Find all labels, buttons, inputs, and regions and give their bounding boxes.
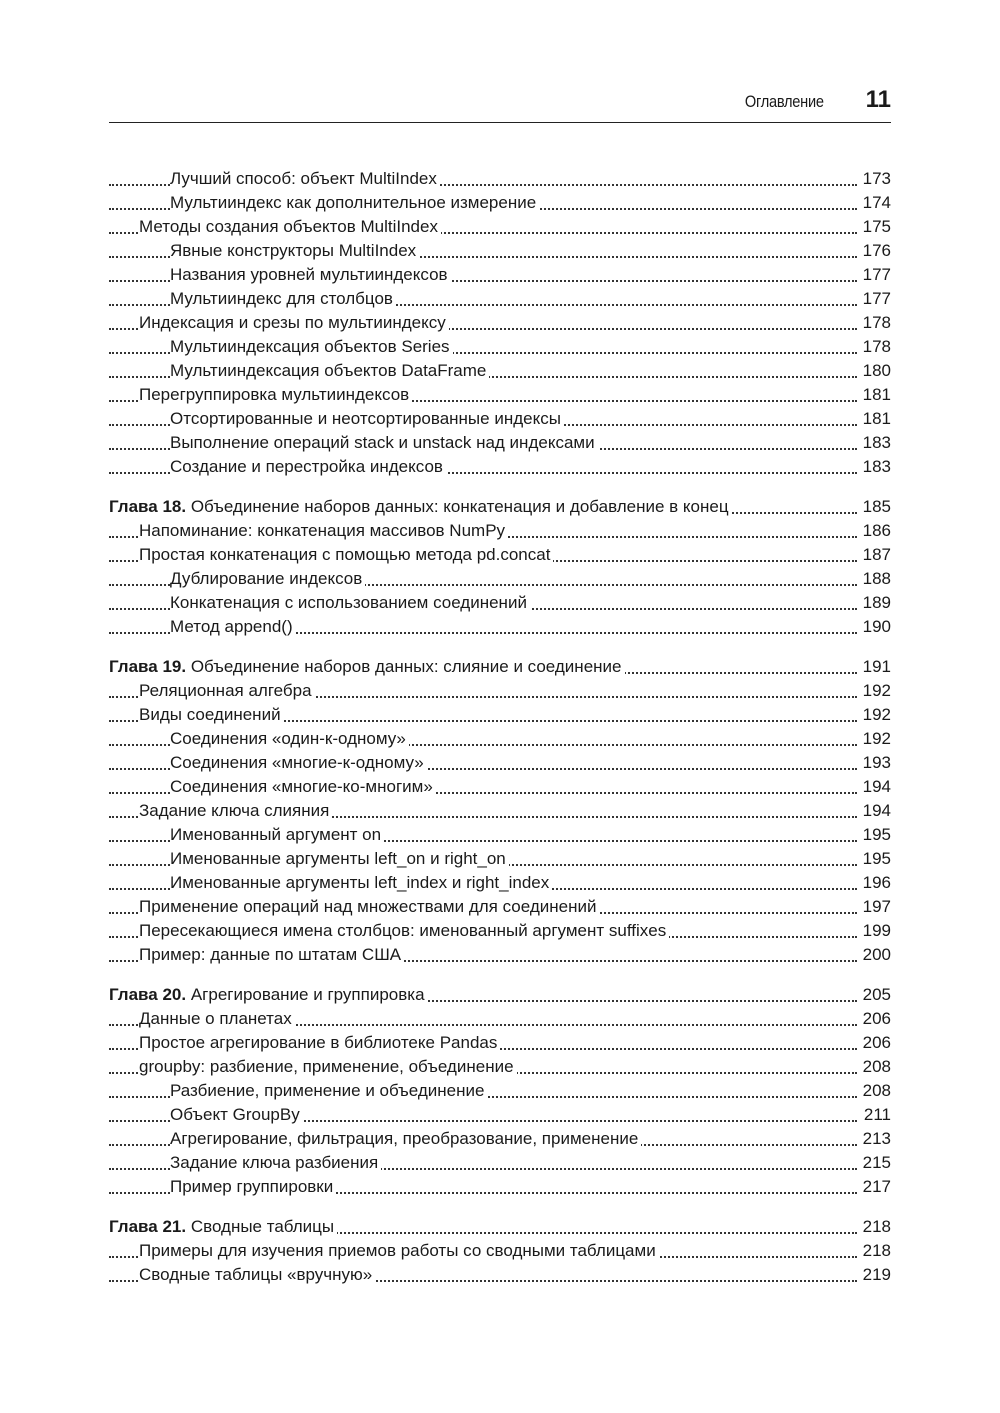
toc-page-number: 174 [860,191,891,215]
toc-entry-title [139,681,315,700]
toc-entry [109,191,891,215]
toc-entry [109,727,891,751]
toc-entry [109,703,891,727]
toc-page-number: 173 [860,167,891,191]
entry-text: Сводные таблицы [190,1217,335,1236]
toc-entry-title [109,985,428,1004]
toc-entry [109,1127,891,1151]
entry-text: Примеры для изучения приемов работы со сводными таблицами [139,1241,656,1260]
toc-page-number: 211 [861,1103,891,1127]
toc-page-number: 208 [860,1079,891,1103]
entry-text: Объединение наборов данных: слияние и соединение [190,657,622,676]
toc-page-number: 195 [860,847,891,871]
toc-entry [109,1175,891,1199]
toc-entry-title [170,617,296,636]
toc-page-number: 178 [860,311,891,335]
toc-entry [109,383,891,407]
toc-page-number: 197 [860,895,891,919]
toc-entry-title [139,1009,295,1028]
toc-page-number: 217 [860,1175,891,1199]
toc-page-number: 183 [860,455,891,479]
toc-page-number: 181 [860,407,891,431]
toc-page-number: 194 [860,799,891,823]
toc-chapter-entry [109,655,891,679]
toc-entry-title [170,753,427,772]
toc-entry [109,1263,891,1287]
toc-page-number: 206 [860,1031,891,1055]
toc-page-number: 192 [860,703,891,727]
chapter-label: Глава 20. [109,985,187,1004]
entry-text: Отсортированные и неотсортированные индексы [170,409,561,428]
entry-text: Объединение наборов данных: конкатенация и добавление в конец [190,497,729,516]
toc-page-number: 185 [860,495,891,519]
toc-page-number: 188 [860,567,891,591]
toc-page-number: 177 [860,263,891,287]
toc-entry [109,431,891,455]
toc-chapter-entry [109,495,891,519]
toc-page-number: 196 [860,871,891,895]
entry-text: Задание ключа слияния [139,801,330,820]
entry-text: Простое агрегирование в библиотеке Pandas [139,1033,498,1052]
toc-entry-title [109,1217,337,1236]
entry-text: Именованные аргументы left_on и right_on [170,849,506,868]
toc-entry-title [170,1153,381,1172]
toc-entry-title [170,825,384,844]
chapter-spacer [109,1199,891,1215]
toc-entry-title [170,361,489,380]
table-of-contents [109,167,891,1287]
entry-text: Применение операций над множествами для соединений [139,897,597,916]
toc-page-number: 205 [860,983,891,1007]
entry-text: Агрегирование, фильтрация, преобразование, применение [170,1129,639,1148]
toc-entry-title [170,409,564,428]
toc-entry [109,591,891,615]
entry-text: groupby: разбиение, применение, объединение [139,1057,514,1076]
entry-text: Дублирование индексов [170,569,363,588]
toc-page-number: 213 [860,1127,891,1151]
toc-entry [109,407,891,431]
toc-entry [109,239,891,263]
chapter-label: Глава 21. [109,1217,187,1236]
toc-page-number: 183 [860,431,891,455]
toc-entry-title [170,433,598,452]
toc-entry-title [170,873,552,892]
toc-page-number: 193 [860,751,891,775]
entry-text: Пересекающиеся имена столбцов: именованный аргумент suffixes [139,921,667,940]
entry-text: Пример группировки [170,1177,334,1196]
toc-page-number: 178 [860,335,891,359]
toc-entry [109,679,891,703]
toc-entry [109,455,891,479]
entry-text: Конкатенация с использованием соединений [170,593,527,612]
toc-entry-title [170,729,409,748]
section-title: Оглавление [744,92,824,111]
toc-entry [109,311,891,335]
toc-entry-title [139,1241,659,1260]
entry-text: Именованный аргумент on [170,825,382,844]
toc-entry-title [170,593,530,612]
toc-chapter-entry [109,983,891,1007]
page-number: 11 [865,86,891,113]
entry-text: Метод append() [170,617,293,636]
entry-text: Мультииндексация объектов DataFrame [170,361,487,380]
entry-text: Лучший способ: объект MultiIndex [170,169,437,188]
entry-text: Мультииндекс для столбцов [170,289,393,308]
toc-page-number: 180 [860,359,891,383]
toc-entry-title [109,657,625,676]
toc-page-number: 186 [860,519,891,543]
toc-page-number: 218 [860,1239,891,1263]
toc-entry-title [139,897,599,916]
toc-entry-title [170,193,539,212]
toc-entry-title [139,921,669,940]
toc-entry-title [170,289,396,308]
toc-entry-title [170,337,453,356]
entry-text: Выполнение операций stack и unstack над индексами [170,433,595,452]
toc-entry-title [170,265,451,284]
chapter-spacer [109,479,891,495]
toc-entry [109,799,891,823]
toc-entry-title [139,945,404,964]
toc-entry-title [139,1033,500,1052]
toc-entry-title [170,1105,303,1124]
toc-entry [109,823,891,847]
entry-text: Объект GroupBy [170,1105,300,1124]
toc-entry-title [170,1177,336,1196]
toc-entry [109,943,891,967]
toc-entry [109,847,891,871]
toc-page-number: 192 [860,679,891,703]
toc-page-number: 177 [860,287,891,311]
toc-entry-title [139,801,332,820]
toc-entry [109,1103,891,1127]
toc-page-number: 199 [860,919,891,943]
chapter-label: Глава 18. [109,497,187,516]
toc-entry-title [170,1081,487,1100]
toc-entry-title [139,545,553,564]
toc-entry [109,567,891,591]
toc-entry [109,775,891,799]
entry-text: Явные конструкторы MultiIndex [170,241,417,260]
entry-text: Виды соединений [139,705,281,724]
toc-page-number: 192 [860,727,891,751]
toc-page-number: 206 [860,1007,891,1031]
toc-entry-title [109,497,732,516]
toc-entry [109,1079,891,1103]
toc-page-number: 195 [860,823,891,847]
toc-entry [109,919,891,943]
toc-entry [109,1239,891,1263]
toc-page-number: 187 [860,543,891,567]
entry-text: Данные о планетах [139,1009,292,1028]
toc-entry [109,167,891,191]
toc-entry-title [139,385,412,404]
toc-entry [109,1151,891,1175]
toc-chapter-entry [109,1215,891,1239]
entry-text: Разбиение, применение и объединение [170,1081,485,1100]
toc-entry-title [170,1129,641,1148]
entry-text: Названия уровней мультииндексов [170,265,448,284]
toc-entry-title [139,217,441,236]
toc-page-number: 176 [860,239,891,263]
toc-entry [109,215,891,239]
entry-text: Мультииндексация объектов Series [170,337,450,356]
entry-text: Простая конкатенация с помощью метода pd.concat [139,545,551,564]
toc-page-number: 190 [860,615,891,639]
chapter-spacer [109,967,891,983]
entry-text: Индексация и срезы по мультииндексу [139,313,446,332]
toc-entry [109,287,891,311]
toc-entry-title [170,169,440,188]
toc-entry-title [170,457,446,476]
toc-entry [109,359,891,383]
toc-entry-title [170,241,419,260]
entry-text: Сводные таблицы «вручную» [139,1265,373,1284]
entry-text: Именованные аргументы left_index и right_index [170,873,550,892]
entry-text: Соединения «один-к-одному» [170,729,406,748]
toc-page-number: 200 [860,943,891,967]
entry-text: Задание ключа разбиения [170,1153,379,1172]
entry-text: Перегруппировка мультииндексов [139,385,410,404]
entry-text: Агрегирование и группировка [190,985,425,1004]
toc-entry [109,871,891,895]
toc-entry-title [139,1265,375,1284]
toc-page-number: 189 [860,591,891,615]
toc-entry-title [139,521,508,540]
toc-page-number: 208 [860,1055,891,1079]
toc-entry [109,519,891,543]
entry-text: Методы создания объектов MultiIndex [139,217,438,236]
entry-text: Создание и перестройка индексов [170,457,443,476]
entry-text: Соединения «многие-ко-многим» [170,777,433,796]
toc-entry [109,263,891,287]
toc-entry-title [139,313,449,332]
toc-entry [109,1007,891,1031]
toc-entry [109,1055,891,1079]
toc-entry-title [170,569,365,588]
entry-text: Мультииндекс как дополнительное измерение [170,193,537,212]
entry-text: Соединения «многие-к-одному» [170,753,424,772]
entry-text: Напоминание: конкатенация массивов NumPy [139,521,506,540]
toc-page-number: 215 [860,1151,891,1175]
toc-entry-title [139,705,284,724]
toc-entry [109,615,891,639]
toc-page-number: 181 [860,383,891,407]
toc-page-number: 175 [860,215,891,239]
toc-entry-title [170,777,436,796]
chapter-spacer [109,639,891,655]
toc-entry [109,543,891,567]
toc-entry [109,1031,891,1055]
entry-text: Пример: данные по штатам США [139,945,402,964]
toc-page-number: 219 [860,1263,891,1287]
toc-entry [109,751,891,775]
toc-entry-title [139,1057,517,1076]
toc-entry [109,895,891,919]
toc-page-number: 218 [860,1215,891,1239]
chapter-label: Глава 19. [109,657,187,676]
toc-page-number: 191 [860,655,891,679]
toc-page-number: 194 [860,775,891,799]
toc-entry [109,335,891,359]
entry-text: Реляционная алгебра [139,681,312,700]
running-header [109,86,891,123]
toc-entry-title [170,849,509,868]
